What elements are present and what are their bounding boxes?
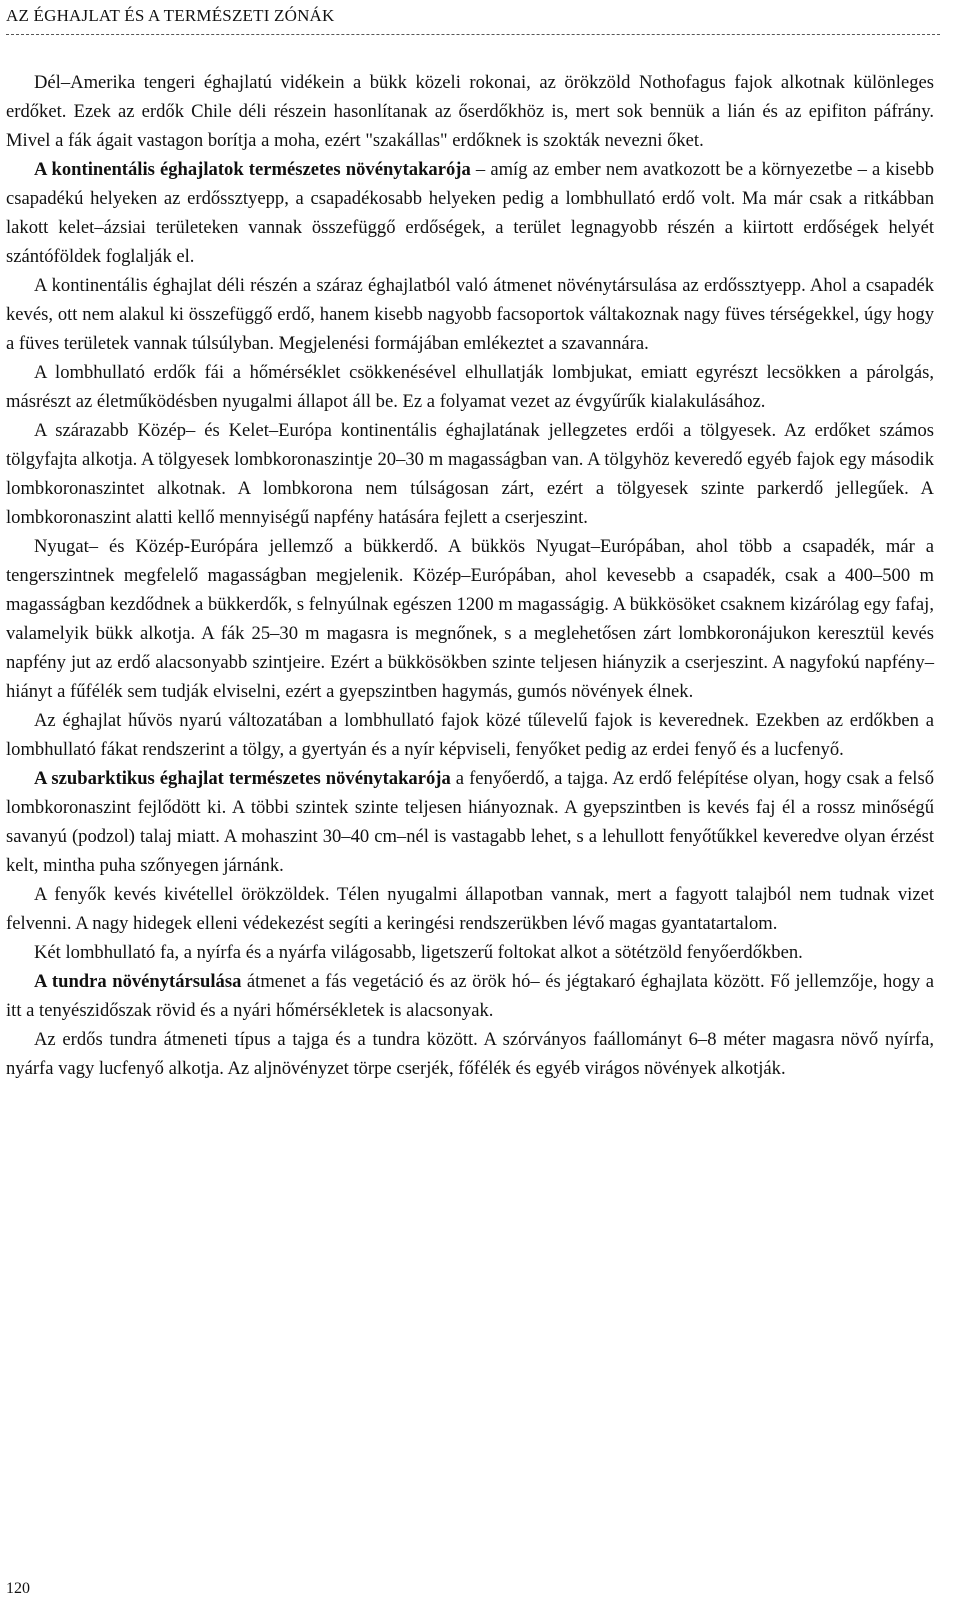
paragraph-text: Dél–Amerika tengeri éghajlatú vidékein a bükk közeli rokonai, az örökzöld Nothofagus fajok alkotnak különleges erdőket. Ezek az erdők Chile déli részein hasonlítanak az őserdőkhöz is, mert sok bennük a lián és az epifiton páfrány. Mivel a fák ágait vastagon borítja a moha, ezért "szakállas" erdőknek is szokták nevezni őket. — [6, 72, 934, 151]
bold-heading-text: A szubarktikus éghajlat természetes növénytakarója — [34, 768, 451, 789]
running-header: AZ ÉGHAJLAT ÉS A TERMÉSZETI ZÓNÁK — [6, 6, 335, 25]
bold-heading-text: A tundra növénytársulása — [34, 971, 242, 992]
paragraph-text: A szárazabb Közép– és Kelet–Európa kontinentális éghajlatának jellegzetes erdői a tölgyesek. Az erdőket számos tölgyfajta alkotja. A tölgyesek lombkoronaszintje 20–30 m magasságban van. A tölgyhöz keveredő egyéb fajok egy második lombkoronaszintet alkotnak. A lombkorona nem túlságosan zárt, ezért a tölgyesek szinte parkerdő jellegűek. A lombkoronaszint alatti kellő mennyiségű napfény hatására fejlett a cserjeszint. — [6, 420, 934, 528]
paragraph-text: Nyugat– és Közép-Európára jellemző a bükkerdő. A bükkös Nyugat–Európában, ahol több a csapadék, már a tengerszintnek megfelelő magasságban megjelenik. Közép–Európában, ahol kevesebb a csapadék, csak a 400–500 m magasságban kezdődnek a bükkerdők, s felnyúlnak egészen 1200 m magasságig. A bükkösöket csaknem kizárólag egy fafaj, valamelyik bükk alkotja. A fák 25–30 m magasra is megnőnek, s a meglehetősen zárt lombkoronájukon keresztül kevés napfény jut az erdő alacsonyabb szintjeire. Ezért a bükkösökben szinte teljesen hiányzik a cserjeszint. A nagyfokú napfény–hiányt a fűfélék sem tudják elviselni, ezért a gyepszintben hagymás, gumós növények élnek. — [6, 536, 934, 702]
paragraph-text: Az erdős tundra átmeneti típus a tajga és a tundra között. A szórványos faállományt 6–8 méter magasra növő nyírfa, nyárfa vagy lucfenyő alkotja. Az aljnövényzet törpe cserjék, főfélék és egyéb virágos növények alkotják. — [6, 1029, 934, 1079]
paragraph — [6, 68, 934, 155]
paragraph-text: A lombhullató erdők fái a hőmérséklet csökkenésével elhullatják lombjukat, emiatt egyrészt lecsökken a párolgás, másrészt az életműködésben nyugalmi állapot áll be. Ez a folyamat vezet az évgyűrűk kialakulásához. — [6, 362, 934, 412]
paragraph-text: – amíg az ember nem avatkozott be a környezetbe – a kisebb csapadékú helyeken az erdőssztyepp, a csapadékosabb helyeken pedig a lombhullató erdő volt. Ma már csak a ritkábban lakott kelet–ázsiai területeken vannak összefüggő erdőségek, a terület legnagyobb részén a kiirtott erdőségek helyét szántóföldek foglalják el. — [6, 159, 934, 267]
paragraph — [6, 358, 934, 416]
paragraph — [6, 1025, 934, 1083]
page-number: 120 — [6, 1580, 30, 1597]
paragraph — [6, 271, 934, 358]
paragraph — [6, 706, 934, 764]
paragraph — [6, 967, 934, 1025]
paragraph — [6, 155, 934, 271]
paragraph — [6, 416, 934, 532]
paragraph-text: Az éghajlat hűvös nyarú változatában a lombhullató fajok közé tűlevelű fajok is keverednek. Ezekben az erdőkben a lombhullató fákat rendszerint a tölgy, a gyertyán és a nyír képviseli, fenyőket pedig az erdei fenyő és a lucfenyő. — [6, 710, 934, 760]
paragraph — [6, 764, 934, 880]
paragraph-text: a fenyőerdő, a tajga. Az erdő felépítése olyan, hogy csak a felső lombkoronaszint fejlődött ki. A többi szintek szinte teljesen hiányoznak. A gyepszintben is kevés faj él a rossz minőségű savanyú (podzol) talaj miatt. A mohaszint 30–40 cm–nél is vastagabb lehet, s a lehullott fenyőtűkkel keveredve olyan érzést kelt, mintha puha szőnyegen járnánk. — [6, 768, 934, 876]
paragraph-text: A fenyők kevés kivétellel örökzöldek. Télen nyugalmi állapotban vannak, mert a fagyott talajból nem tudnak vizet felvenni. A nagy hidegek elleni védekezést segíti a keringési rendszerükben lévő magas gyantatartalom. — [6, 884, 934, 934]
paragraph-text: Két lombhullató fa, a nyírfa és a nyárfa világosabb, ligetszerű foltokat alkot a sötétzöld fenyőerdőkben. — [34, 942, 803, 963]
bold-heading-text: A kontinentális éghajlatok természetes növénytakarója — [34, 159, 471, 180]
document-body — [6, 68, 934, 1083]
header-divider — [6, 34, 940, 35]
paragraph — [6, 938, 934, 967]
paragraph — [6, 880, 934, 938]
paragraph-text: A kontinentális éghajlat déli részén a száraz éghajlatból való átmenet növénytársulása az erdőssztyepp. Ahol a csapadék kevés, ott nem alakul ki összefüggő erdő, hanem kisebb nagyobb facsoportok váltakoznak nagy füves térségekkel, úgy hogy a füves területek vannak túlsúlyban. Megjelenési formájában emlékeztet a szavannára. — [6, 275, 934, 354]
paragraph-text: átmenet a fás vegetáció és az örök hó– és jégtakaró éghajlata között. Fő jellemzője, hogy a itt a tenyészidőszak rövid és a nyári hőmérsékletek is alacsonyak. — [6, 971, 934, 1021]
paragraph — [6, 532, 934, 706]
